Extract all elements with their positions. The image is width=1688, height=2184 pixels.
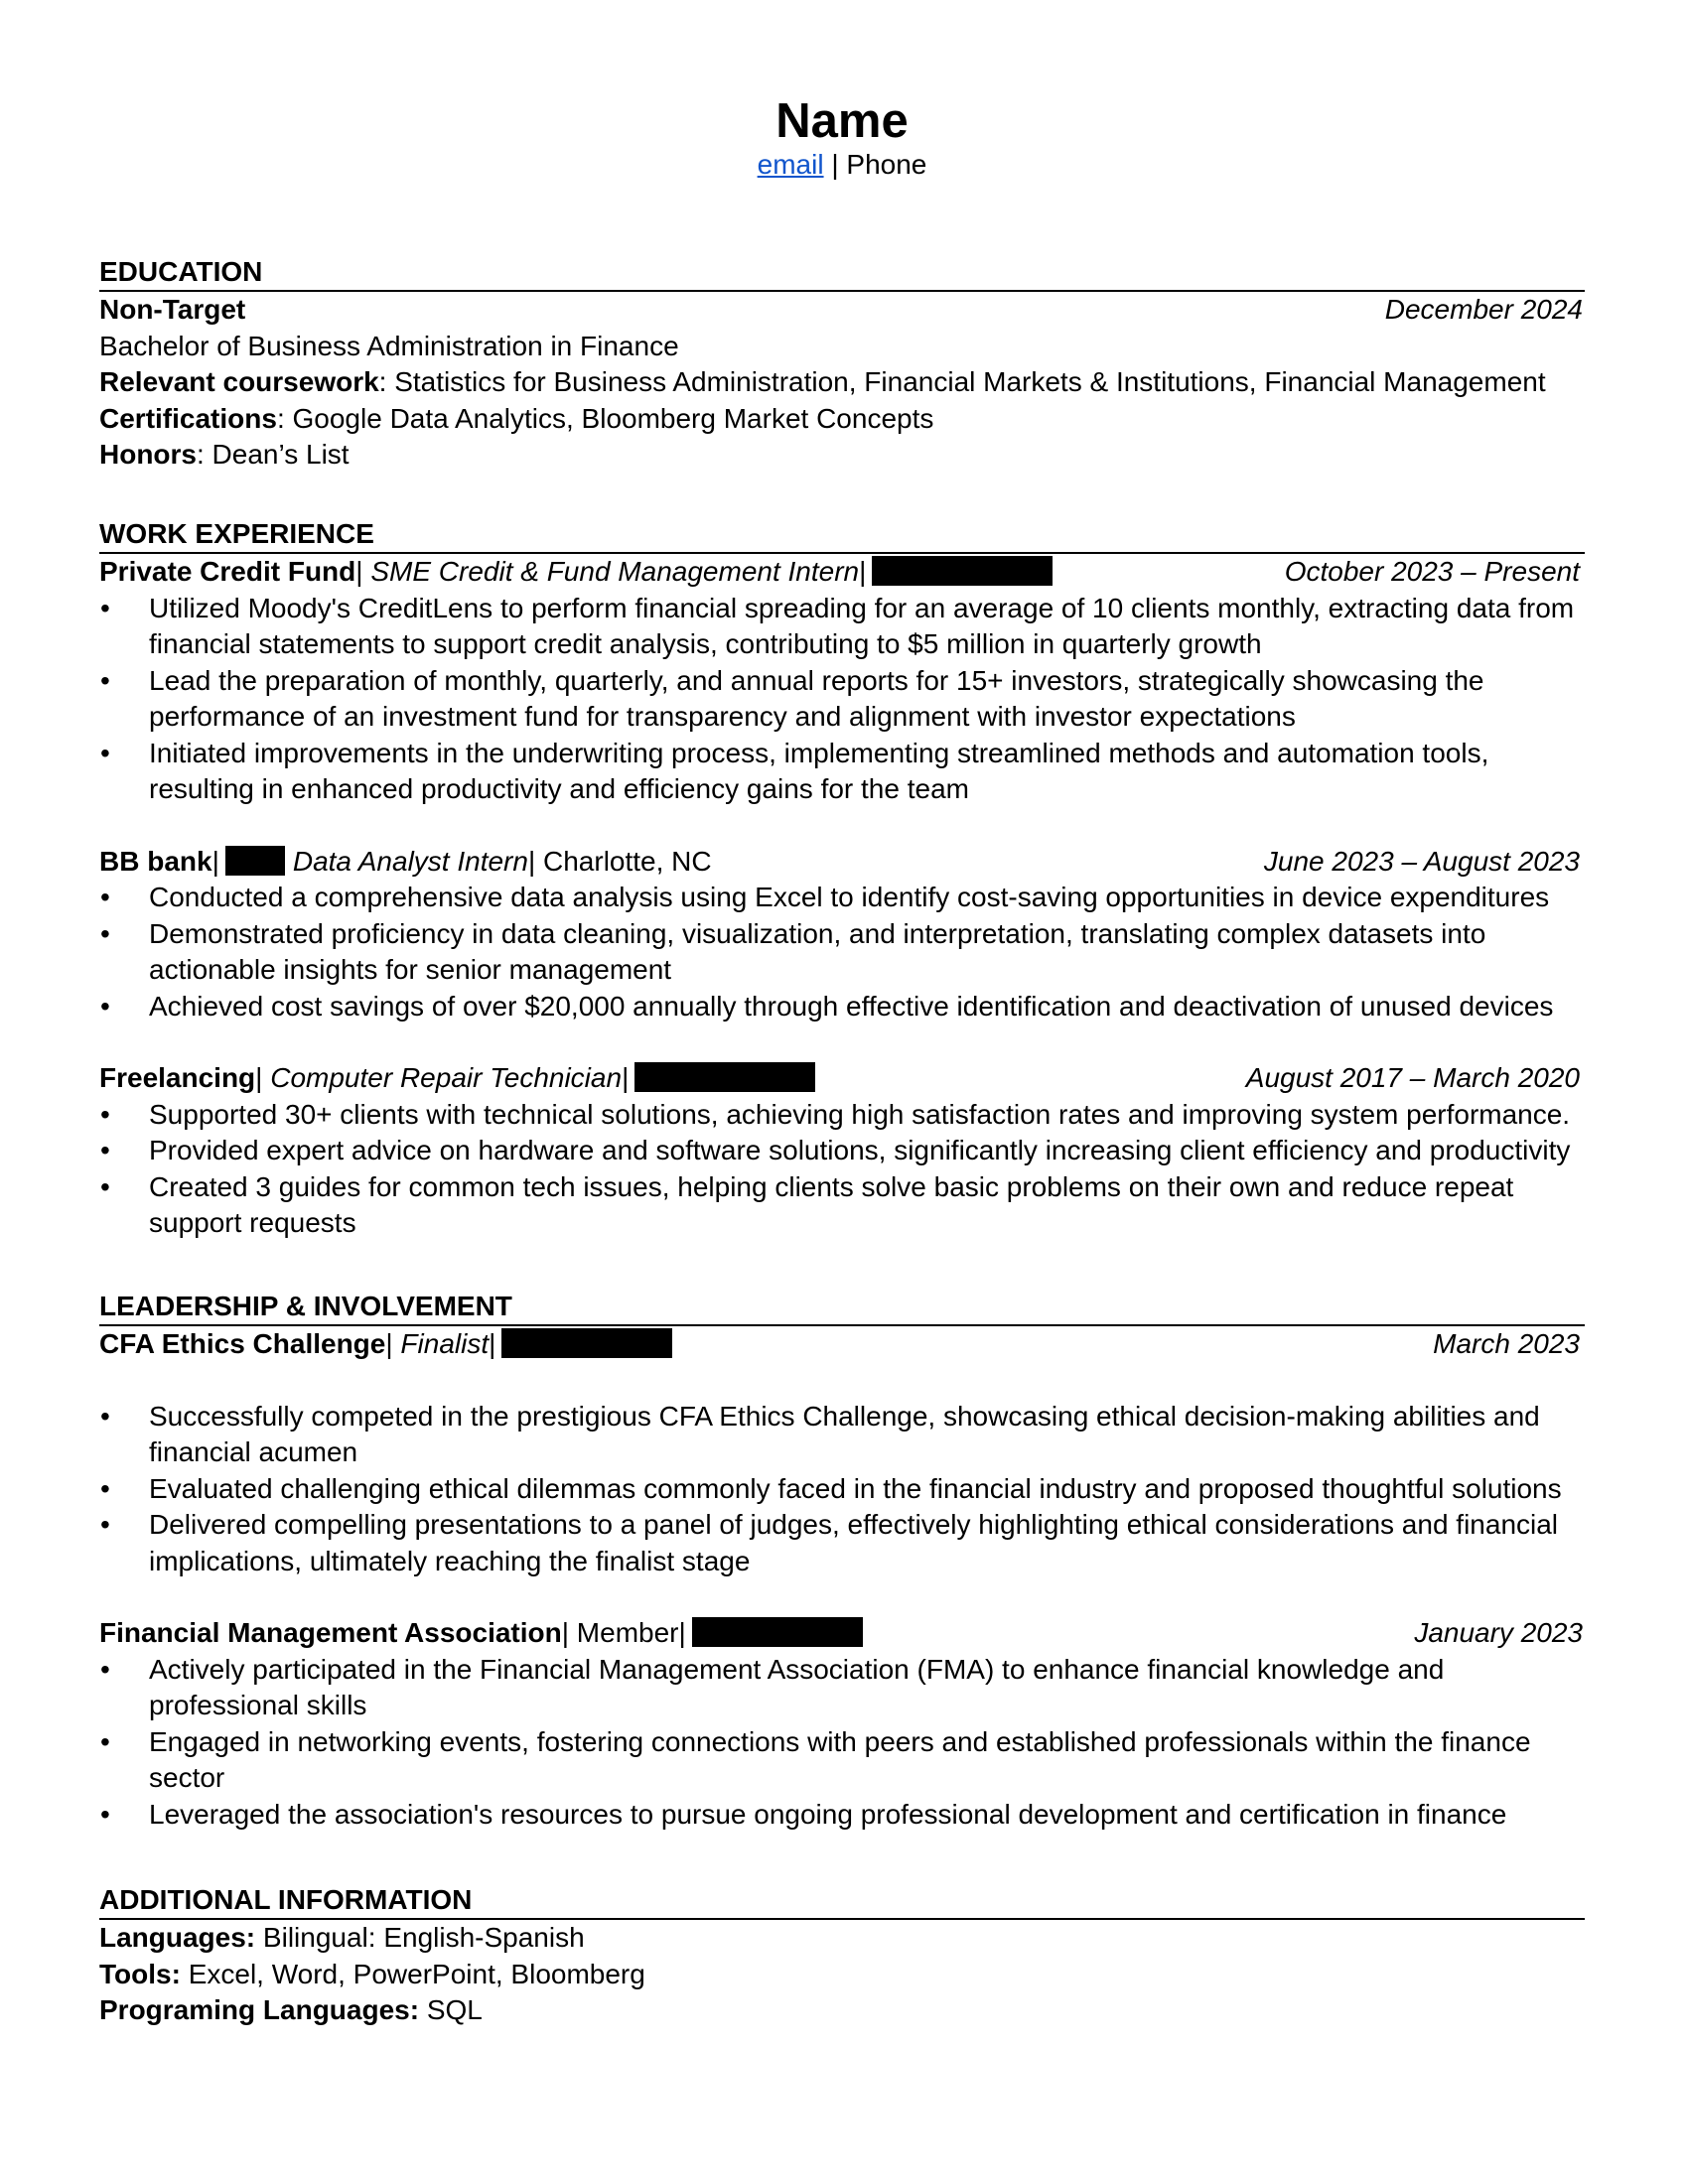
leadership-header-row	[99, 1326, 1585, 1363]
job-bullets	[99, 880, 1585, 1024]
languages-line	[99, 1920, 1585, 1957]
job-bullets	[99, 591, 1585, 808]
job-org: BB bank	[99, 845, 212, 877]
list-item: • Evaluated challenging ethical dilemmas commonly faced in the financial industry and proposed thoughtful solutions	[99, 1471, 1585, 1508]
contact-separator: |	[823, 149, 847, 180]
resume-header	[99, 91, 1585, 183]
certifications-label: Certifications	[99, 402, 277, 434]
leadership-header-row	[99, 1615, 1585, 1652]
programming-line	[99, 1992, 1585, 2029]
candidate-name: Name	[775, 94, 909, 148]
education-section	[99, 254, 1585, 474]
leadership-separator: |	[489, 1328, 496, 1359]
education-date: December 2024	[1384, 294, 1583, 325]
list-item: • Lead the preparation of monthly, quarterly, and annual reports for 15+ investors, strategically showcasing the performance of an investment fund for transparency and alignment with investor expectations	[99, 663, 1585, 736]
section-title-additional: ADDITIONAL INFORMATION	[99, 1882, 1585, 1920]
job-heading	[99, 554, 1053, 591]
work-section	[99, 516, 1585, 1242]
coursework-line	[99, 364, 1585, 401]
contact-line	[99, 147, 1585, 183]
job-separator: |	[859, 556, 867, 587]
job-entry	[99, 554, 1585, 808]
job-date: October 2023 – Present	[1284, 556, 1580, 587]
education-header-row	[99, 292, 1585, 329]
list-item: • Created 3 guides for common tech issues, helping clients solve basic problems on their own and reduce repeat support requests	[99, 1169, 1585, 1242]
job-header-row	[99, 1060, 1585, 1097]
job-role: Data Analyst Intern	[292, 845, 528, 877]
leadership-separator: |	[678, 1617, 686, 1648]
job-header-row	[99, 844, 1585, 881]
section-title-leadership: LEADERSHIP & INVOLVEMENT	[99, 1289, 1585, 1326]
leadership-role: Finalist	[400, 1328, 490, 1359]
school-name: Non-Target	[99, 294, 246, 325]
certifications-line	[99, 401, 1585, 438]
leadership-section	[99, 1289, 1585, 1833]
languages-label: Languages:	[99, 1922, 256, 1953]
redaction-block	[692, 1617, 863, 1647]
job-heading	[99, 1060, 815, 1097]
list-item: • Engaged in networking events, fostering connections with peers and established professionals within the finance sector	[99, 1724, 1585, 1797]
leadership-entry	[99, 1615, 1585, 1833]
job-org: Freelancing	[99, 1062, 256, 1093]
redaction-block	[872, 556, 1053, 586]
leadership-role: Member	[576, 1617, 679, 1648]
coursework-value: : Statistics for Business Administration, Financial Markets & Institutions, Financial Management	[378, 366, 1546, 397]
list-item: • Initiated improvements in the underwriting process, implementing streamlined methods and automation tools, resulting in enhanced productivity and efficiency gains for the team	[99, 736, 1585, 808]
job-separator: |	[211, 845, 219, 877]
job-entry	[99, 1060, 1585, 1242]
leadership-bullets	[99, 1399, 1585, 1580]
tools-label: Tools:	[99, 1958, 181, 1989]
job-heading	[99, 844, 712, 881]
job-separator: |	[622, 1062, 630, 1093]
job-role: Computer Repair Technician	[270, 1062, 623, 1093]
additional-section	[99, 1882, 1585, 2029]
languages-value: Bilingual: English-Spanish	[255, 1922, 585, 1953]
tools-value: Excel, Word, PowerPoint, Bloomberg	[180, 1958, 645, 1989]
section-title-education: EDUCATION	[99, 254, 1585, 292]
honors-line	[99, 437, 1585, 474]
leadership-heading	[99, 1615, 863, 1652]
job-date: August 2017 – March 2020	[1245, 1062, 1580, 1093]
job-header-row	[99, 554, 1585, 591]
section-title-work: WORK EXPERIENCE	[99, 516, 1585, 554]
job-separator: | Charlotte, NC	[527, 845, 712, 877]
list-item: • Leveraged the association's resources to pursue ongoing professional development and certification in finance	[99, 1797, 1585, 1834]
programming-value: SQL	[419, 1994, 483, 2025]
list-item: • Successfully competed in the prestigious CFA Ethics Challenge, showcasing ethical decision-making abilities and financial acumen	[99, 1399, 1585, 1471]
list-item: • Demonstrated proficiency in data cleaning, visualization, and interpretation, translating complex datasets into actionable insights for senior management	[99, 916, 1585, 989]
leadership-bullets	[99, 1652, 1585, 1834]
leadership-separator: |	[561, 1617, 570, 1648]
programming-label: Programing Languages:	[99, 1994, 420, 2025]
leadership-entry	[99, 1326, 1585, 1579]
list-item: • Utilized Moody's CreditLens to perform financial spreading for an average of 10 clients monthly, extracting data from financial statements to support credit analysis, contributing to $5 million in quarterly growth	[99, 591, 1585, 663]
leadership-date: January 2023	[1414, 1617, 1583, 1648]
phone-text: Phone	[846, 149, 927, 180]
job-bullets	[99, 1097, 1585, 1242]
list-item: • Supported 30+ clients with technical solutions, achieving high satisfaction rates and improving system performance.	[99, 1097, 1585, 1134]
leadership-heading	[99, 1326, 672, 1363]
honors-label: Honors	[99, 439, 197, 470]
redaction-block	[634, 1062, 815, 1092]
leadership-org: CFA Ethics Challenge	[99, 1328, 386, 1359]
list-item: • Delivered compelling presentations to a panel of judges, effectively highlighting ethical considerations and financial implications, ultimately reaching the finalist stage	[99, 1507, 1585, 1579]
list-item: • Conducted a comprehensive data analysis using Excel to identify cost-saving opportunities in device expenditures	[99, 880, 1585, 916]
list-item: • Provided expert advice on hardware and software solutions, significantly increasing client efficiency and productivity	[99, 1133, 1585, 1169]
job-separator: |	[255, 1062, 263, 1093]
job-org: Private Credit Fund	[99, 556, 356, 587]
redaction-block	[501, 1328, 672, 1358]
email-link[interactable]: email	[757, 149, 824, 180]
redaction-block	[225, 846, 285, 876]
tools-line	[99, 1957, 1585, 1993]
job-separator: |	[355, 556, 363, 587]
job-date: June 2023 – August 2023	[1263, 845, 1580, 877]
honors-value: : Dean’s List	[197, 439, 350, 470]
list-item: • Achieved cost savings of over $20,000 annually through effective identification and deactivation of unused devices	[99, 989, 1585, 1025]
job-entry	[99, 844, 1585, 1025]
list-item: • Actively participated in the Financial Management Association (FMA) to enhance financial knowledge and professional skills	[99, 1652, 1585, 1724]
leadership-date: March 2023	[1433, 1328, 1580, 1359]
degree: Bachelor of Business Administration in Finance	[99, 330, 679, 361]
coursework-label: Relevant coursework	[99, 366, 379, 397]
leadership-separator: |	[385, 1328, 393, 1359]
resume-page	[99, 0, 1585, 2184]
certifications-value: : Google Data Analytics, Bloomberg Market Concepts	[276, 402, 934, 434]
leadership-org: Financial Management Association	[99, 1617, 562, 1648]
job-role: SME Credit & Fund Management Intern	[370, 556, 860, 587]
